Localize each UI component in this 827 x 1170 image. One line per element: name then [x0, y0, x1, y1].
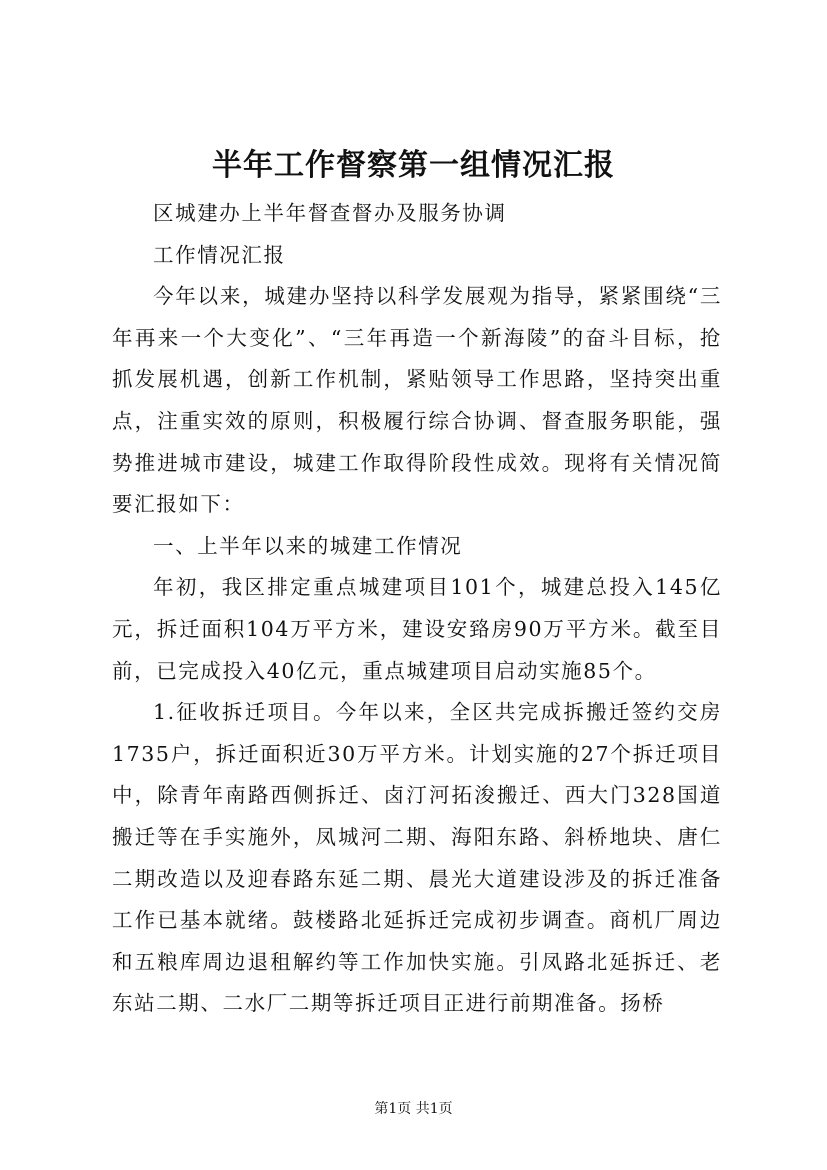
summary-paragraph: 年初，我区排定重点城建项目101个，城建总投入145亿元，拆迁面积104万平方米，建设安臵房90万平方米。截至目前，已完成投入40亿元，重点城建项目启动实施85个。 — [112, 575, 722, 683]
demolition-paragraph: 1.征收拆迁项目。今年以来，全区共完成拆搬迁签约交房1735户，拆迁面积近30万平方米。计划实施的27个拆迁项目中，除青年南路西侧拆迁、卤汀河拓浚搬迁、西大门328国道搬迁等在手实施外，凤城河二期、海阳东路、斜桥地块、唐仁二期改造以及迎春路东延二期、晨光大道建设涉及的拆迁准备工作已基本就绪。鼓楼路北延拆迁完成初步调查。商机厂周边和五粮库周边退租解约等工作加快实施。引凤路北延拆迁、老东站二期、二水厂二期等拆迁项目正进行前期准备。扬桥 — [112, 700, 722, 1016]
document-title: 半年工作督察第一组情况汇报 — [212, 148, 615, 183]
subtitle-line-2: 工作情况汇报 — [153, 242, 286, 267]
intro-paragraph: 今年以来，城建办坚持以科学发展观为指导，紧紧围绕“三年再来一个大变化”、“三年再造一个新海陵”的奋斗目标，抢抓发展机遇，创新工作机制，紧贴领导工作思路，坚持突出重点，注重实效的原则，积极履行综合协调、督查服务职能，强势推进城市建设，城建工作取得阶段性成效。现将有关情况简要汇报如下： — [112, 284, 722, 517]
page-footer — [0, 1099, 827, 1119]
subtitle-line-1: 区城建办上半年督查督办及服务协调 — [153, 201, 507, 225]
section-heading-1: 一、上半年以来的城建工作情况 — [153, 533, 463, 558]
document-body — [112, 193, 722, 1025]
page-number: 第1页 共1页 — [374, 1101, 453, 1117]
